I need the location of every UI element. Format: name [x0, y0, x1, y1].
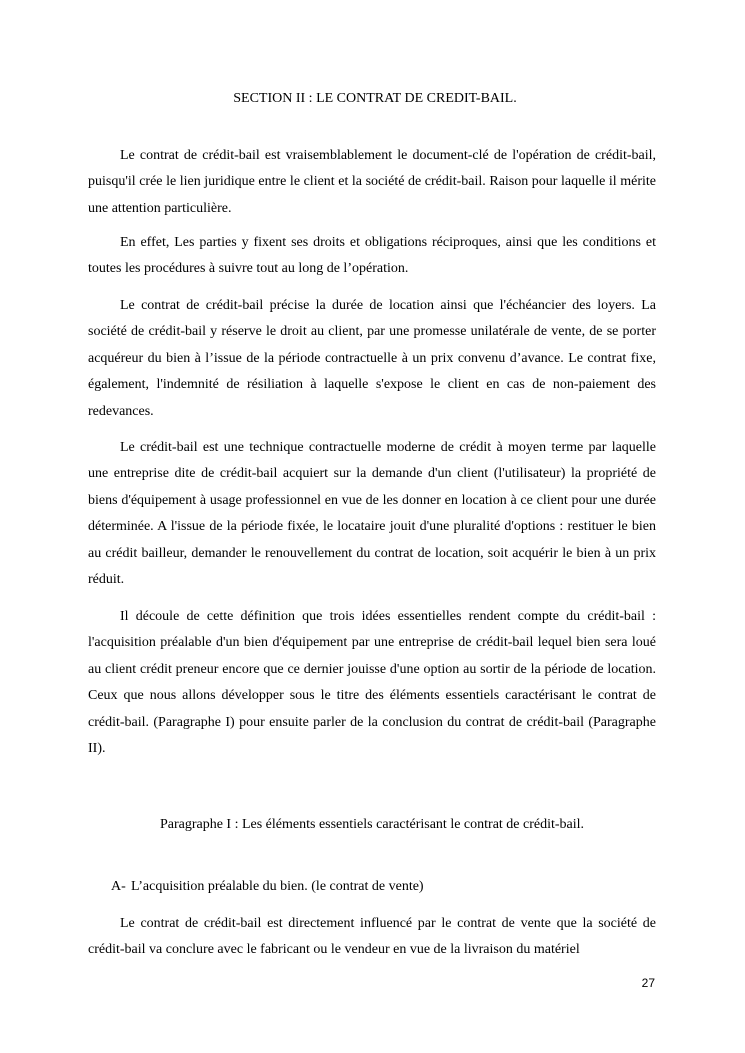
sub-heading-marker: A- — [111, 879, 126, 894]
body-paragraph-2: En effet, Les parties y fixent ses droits et obligations réciproques, ainsi que les conditions et toutes les procédures à suivre tout au long de l’opération. — [88, 235, 656, 277]
paragraph-heading: Paragraphe I : Les éléments essentiels caractérisant le contrat de crédit-bail. — [159, 817, 585, 832]
section-title: SECTION II : LE CONTRAT DE CREDIT-BAIL. — [233, 91, 517, 106]
page-number: 27 — [641, 976, 655, 990]
body-paragraph-5: Il découle de cette définition que trois idées essentielles rendent compte du crédit-bail : l'acquisition préalable d'un bien d'équipement par une entreprise de crédit-bail lequel bien sera loué au client crédit preneur encore que ce dernier jouisse d'une option au sortir de la période de location. Ceux que nous allons développer sous le titre des éléments essentiels caractérisant le contrat de crédit-bail. (Paragraphe I) pour ensuite parler de la conclusion du contrat de crédit-bail (Paragraphe II). — [88, 609, 656, 757]
body-paragraph-4: Le crédit-bail est une technique contractuelle moderne de crédit à moyen terme par laquelle une entreprise dite de crédit-bail acquiert sur la demande d'un client (l'utilisateur) la propriété de biens d'équipement à usage professionnel en vue de les donner en location à ce client pour une durée déterminée. A l'issue de la période fixée, le locataire jouit d'une pluralité d'options : restituer le bien au crédit bailleur, demander le renouvellement du contrat de location, soit acquérir le bien à un prix réduit. — [88, 440, 656, 588]
body-paragraph-3: Le contrat de crédit-bail précise la durée de location ainsi que l'échéancier des loyers. La société de crédit-bail y réserve le droit au client, par une promesse unilatérale de vente, de se porter acquéreur du bien à l’issue de la période contractuelle à un prix convenu d’avance. Le contrat fixe, également, l'indemnité de résiliation à laquelle s'expose le client en cas de non-paiement des redevances. — [88, 298, 656, 419]
sub-heading-text: L’acquisition préalable du bien. (le contrat de vente) — [131, 879, 424, 894]
body-paragraph-6: Le contrat de crédit-bail est directement influencé par le contrat de vente que la société de crédit-bail va conclure avec le fabricant ou le vendeur en vue de la livraison du matériel — [88, 916, 656, 958]
sub-heading — [111, 877, 424, 897]
body-paragraph-1: Le contrat de crédit-bail est vraisemblablement le document-clé de l'opération de crédit-bail, puisqu'il crée le lien juridique entre le client et la société de crédit-bail. Raison pour laquelle il mérite une attention particulière. — [88, 148, 656, 216]
